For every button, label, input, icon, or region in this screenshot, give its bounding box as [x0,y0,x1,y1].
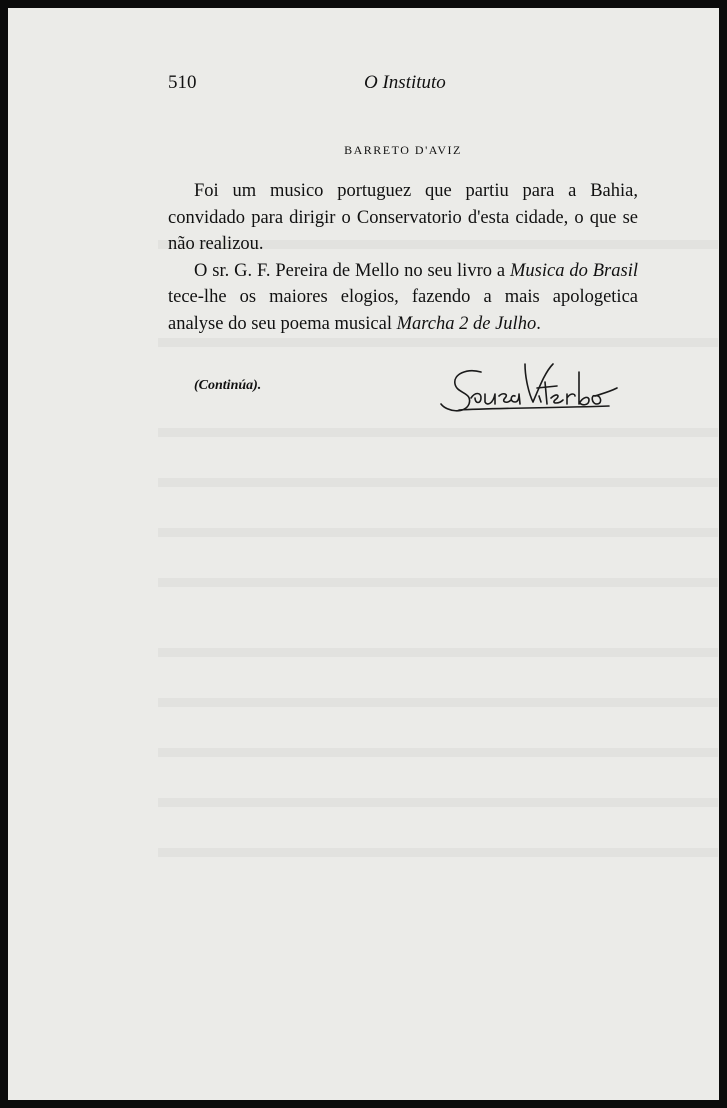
bleed-through [158,478,718,487]
bleed-through [158,428,718,437]
running-title: O Instituto [364,72,446,93]
section-heading: BARRETO D'AVIZ [344,143,462,157]
continuation-note: (Continúa). [194,378,262,393]
bleed-through [158,338,718,347]
bleed-through [158,698,718,707]
bleed-through [158,748,718,757]
book-title: Musica do Brasil [510,260,638,281]
bleed-through [158,648,718,657]
document-page [8,8,719,1100]
bleed-through [158,848,718,857]
bleed-through [158,578,718,587]
paragraph-text: Foi um musico portuguez que partiu para a Bahia, convidado para dirigir o Conservatorio d'esta cidade, o que se não realizou. [168,181,638,254]
paragraph-text: . [536,313,541,334]
bleed-through [158,798,718,807]
page-header [168,72,628,102]
work-title: Marcha 2 de Julho [396,313,537,334]
paragraph-text: O sr. G. F. Pereira de Mello no seu livro a [194,260,510,281]
bleed-through [158,528,718,537]
handwritten-signature [433,358,623,418]
page-number: 510 [168,72,197,93]
paragraph-text: tece-lhe os maiores elogios, fazendo a mais apologetica analyse do seu poema musical [168,287,638,334]
paragraph [168,258,638,338]
body-text [168,178,638,337]
paragraph [168,178,638,258]
